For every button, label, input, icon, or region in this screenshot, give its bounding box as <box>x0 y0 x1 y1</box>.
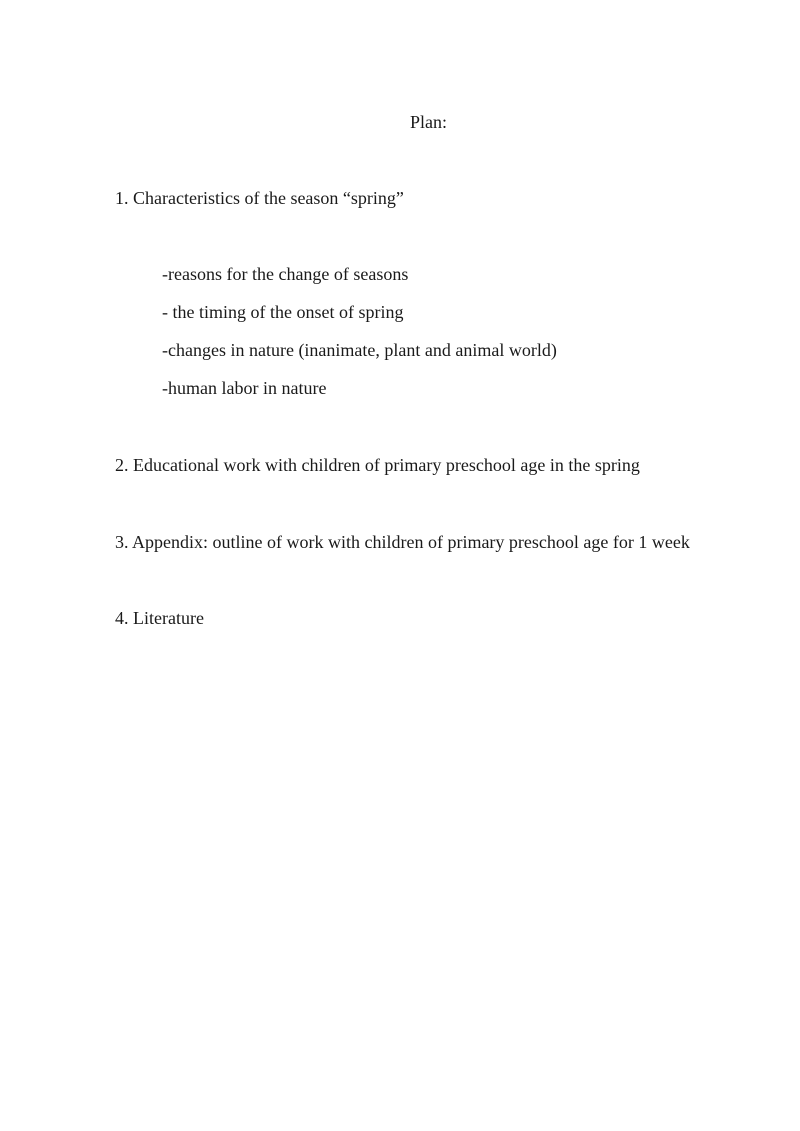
plan-item-3: 3. Appendix: outline of work with children of primary preschool age for 1 week <box>115 532 690 552</box>
plan-item-4: 4. Literature <box>115 608 204 628</box>
page-title: Plan: <box>410 112 448 132</box>
plan-subitem: -changes in nature (inanimate, plant and animal world) <box>162 340 557 360</box>
plan-subitem: - the timing of the onset of spring <box>162 302 404 322</box>
plan-subitem: -human labor in nature <box>162 378 327 398</box>
plan-item-2: 2. Educational work with children of primary preschool age in the spring <box>115 455 640 475</box>
plan-item-1: 1. Characteristics of the season “spring” <box>115 188 404 208</box>
plan-subitem: -reasons for the change of seasons <box>162 264 409 284</box>
